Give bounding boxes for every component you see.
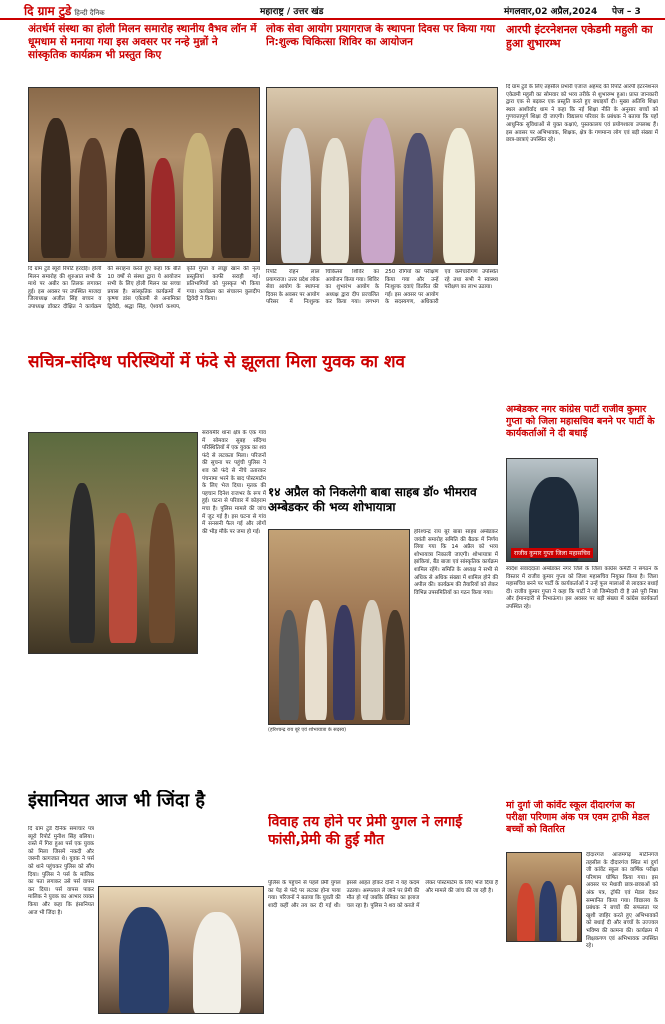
story6-body: स्वदेश संवाददाता अम्बेडकर नगर जिले के जिला कांग्रेस कमेटी ने संगठन के विस्तार में राजीव कुमार गुप्ता को जिला महासचिव नियुक्त किया है। जिला महासचिव बनने पर पार्टी के कार्यकर्ताओं ने उन्हें फूल मालाओं से लादकर बधाई दी। राजीव कुमार गुप्ता ने कहा कि पार्टी ने जो जिम्मेदारी दी है उसे पूरी निष्ठा और ईमानदारी से निभाऊंगा। इस अवसर पर बड़ी संख्या में कांग्रेस कार्यकर्ता उपस्थित रहे। [506, 566, 658, 610]
story5-body: हरिश्चन्द्र राय बूरे बाबा साहब अम्बेडकर जयंती समारोह समिति की बैठक में निर्णय लिया गया कि 14 अप्रैल को भव्य शोभायात्रा निकाली जाएगी। शोभायात्रा में झांकियां, बैंड बाजा एवं सांस्कृतिक कार्यक्रम शामिल रहेंगे। समिति के अध्यक्ष ने सभी से अधिक से अधिक संख्या में शामिल होने की अपील की। कार्यक्रम की तैयारियों को लेकर विभिन्न उपसमितियों का गठन किया गया। [414, 529, 498, 596]
story3-headline: आरपी इंटरनेशनल एकेडमी महुली का हुआ शुभारम्भ [506, 23, 653, 50]
section-title: महाराष्ट्र / उत्तर खंड [260, 7, 324, 17]
story2-headline: लोक सेवा आयोग प्रयागराज के स्थापना दिवस पर किया गया नि:शुल्क चिकित्सा शिविर का आयोजन [266, 23, 496, 49]
story5-photo [268, 529, 410, 725]
story6-headline: अम्बेडकर नगर कांग्रेस पार्टी राजीव कुमार गुप्ता को जिला महासचिव बनने पर पार्टी के कार्यकर्ताओं ने दी बधाई [506, 404, 655, 439]
story9-body: दीदारगंज आजमगढ़ मार्टीनगंज तहसील के दीदारगंज स्थित मां दुर्गा जी कांवेंट स्कूल का वार्षिक परीक्षा परिणाम घोषित किया गया। इस अवसर पर मेधावी छात्र-छात्राओं को अंक पत्र, ट्रॉफी एवं मेडल देकर सम्मानित किया गया। विद्यालय के प्रबंधक ने बच्चों की सफलता पर खुशी जाहिर करते हुए अभिभावकों को बधाई दी और बच्चों के उज्ज्वल भविष्य की कामना की। कार्यक्रम में शिक्षकगण एवं अभिभावक उपस्थित रहे। [586, 852, 658, 950]
story9-photo [506, 852, 582, 942]
story8-headline: विवाह तय होने पर प्रेमी युगल ने लगाई फांसी,प्रेमी की हुई मौत [268, 814, 463, 848]
story1-headline: अंतर्धर्म संस्था का होली मिलन समारोह स्थानीय वैभव लॉन में धूमधाम से मनाया गया इस अवसर पर नन्हे मुन्नों ने सांस्कृतिक कार्यक्रम भी प्रस्तुत किए [28, 23, 257, 62]
story8-body: पुलिस के पहुंचने से पहले प्रेमी युगल का पेड़ से फंदे पर लटका होना पाया गया। परिजनों ने बताया कि युवती की शादी कहीं और तय कर दी गई थी। इससे आहत होकर दोनों ने यह कदम उठाया। अस्पताल ले जाने पर प्रेमी की मौत हो गई जबकि प्रेमिका का इलाज चल रहा है। पुलिस ने शव को कब्जे में लेकर पोस्टमार्टम के लिए भेज दिया है और मामले की जांच की जा रही है। [268, 880, 498, 909]
story3-body: दि ग्राम टुडे के लिए तहसील प्रभारी एजाज अहमद की रिपोर्ट आरपी इंटरनेशनल एकेडमी महुली का सोमवार को भव्य तरीके से शुभारम्भ हुआ। प्राप्त जानकारी द्वारा एक से बढ़कर एक प्रस्तुति करते हुए बधाइयाँ दी। मुख्य अतिथि शिक्षा स्थल आशीर्वाद धाम ने कहा कि नई शिक्षा नीति के अनुसार बच्चों को गुणवत्तापूर्ण शिक्षा दी जाएगी। विद्यालय परिवार के प्रबंधक ने बताया कि यहाँ आधुनिक सुविधाओं से युक्त कक्षाएं, पुस्तकालय एवं प्रयोगशाला उपलब्ध हैं। इस अवसर पर अभिभावक, शिक्षक, क्षेत्र के गणमान्य लोग एवं बड़ी संख्या में छात्र-छात्राएं उपस्थित रहे। [506, 84, 658, 144]
story7-photo [98, 886, 264, 1014]
story4-photo [28, 432, 198, 654]
story6-photo [506, 458, 598, 562]
newspaper-logo: दि ग्राम टुडे हिन्दी दैनिक [24, 4, 105, 18]
story2-body: रिपोर्ट रोहन लाल प्रयागराज। उत्तर प्रदेश लोक सेवा आयोग के स्थापना दिवस के अवसर पर आयोग परिसर में निःशुल्क चिकित्सा शिविर का आयोजन किया गया। शिविर का शुभारंभ आयोग के अध्यक्ष द्वारा दीप प्रज्वलित कर किया गया। लगभग 250 रोगियों का परीक्षण किया गया और उन्हें निःशुल्क दवाएं वितरित की गईं। इस अवसर पर आयोग के सदस्यगण, अधिकारी एवं कर्मचारीगण उपस्थित रहे तथा सभी ने स्वास्थ्य परीक्षण का लाभ उठाया। [266, 269, 498, 306]
story6-photo-caption: राजीव कुमार गुप्ता जिला महासचिव [511, 548, 593, 558]
story1-photo [28, 87, 260, 262]
story5-headline: १४ अप्रैल को निकलेगी बाबा साहब डॉ० भीमराव अम्बेडकर की भव्य शोभायात्रा [268, 485, 477, 514]
story5-photo-caption: (हरिश्चन्द्र राय बूरे एवं शोभायात्रा के सदस्य) [268, 727, 347, 733]
story4-headline: सचित्र-संदिग्ध परिस्थियों में फंदे से झूलता मिला युवक का शव [28, 352, 405, 372]
story4-body: सरायमीर थाना क्षेत्र के एक गांव में सोमवार सुबह संदिग्ध परिस्थितियों में एक युवक का शव फंदे से लटकता मिला। परिजनों की सूचना पर पहुंची पुलिस ने शव को फंदे से नीचे उतारकर पंचनामा भरने के बाद पोस्टमार्टम के लिए भेज दिया। मृतक की पहचान दिनेश राजभर के रूप में हुई। घटना से परिवार में कोहराम मचा है। पुलिस मामले की जांच में जुट गई है। इस घटना से गांव में सनसनी फैल गई और लोगों की भीड़ मौके पर जमा हो गई। [202, 430, 266, 535]
masthead [0, 0, 665, 20]
story7-headline: इंसानियत आज भी जिंदा है [28, 790, 205, 811]
story1-body: दि ग्राम टुडे ब्यूरो रिपोर्ट हरदोई। होली मिलन समारोह की शुरुआत सभी के माथे पर अबीर का तिलक लगाकर हुई। इस अवसर पर उपस्थित माजदा जिलाध्यक्ष अजीत सिंह बच्चन व उपाध्यक्ष डॉक्टर दीक्षित ने कार्यक्रम की सराहना करते हुए कहा कि बीते 10 वर्षों से संस्था द्वारा ये आयोजन सभी के लिए होली मिलन का सच्चा प्रयास है। सांस्कृतिक कार्यक्रमों में कृष्णा डांस एकेडमी से अनामिका द्विवेदी, श्रद्धा सिंह, ऐश्वर्या कश्यप, कृति गुप्ता व लाड्डा खान की नृत्य प्रस्तुतियां काफी सराही गईं। प्रतिभागियों को पुरस्कृत भी किया गया। कार्यक्रम का संचालन कुलदीप द्विवेदी ने किया। [28, 266, 260, 310]
issue-date: मंगलवार,02 अप्रैल,2024 [504, 7, 598, 17]
story2-photo [266, 87, 498, 265]
page-number: पेज – 3 [612, 7, 641, 17]
story7-body: दि ग्राम टुडे दैनिक समाचार पत्र ब्यूरो रिपोर्ट मुनीश सिंह बलिया। रास्ते में गिरा हुआ पर्स एक युवक को मिला जिसमें नकदी और जरूरी कागजात थे। युवक ने पर्स को थाने पहुंचकर पुलिस को सौंप दिया। पुलिस ने पर्स के मालिक का पता लगाकर उसे पर्स वापस कर दिया। पर्स वापस पाकर मालिक ने युवक का आभार व्यक्त किया और कहा कि इंसानियत आज भी जिंदा है। [28, 826, 94, 916]
story9-headline: मां दुर्गा जी कांवेंट स्कूल दीदारगंज का परीक्षा परिणाम अंक पत्र एवम ट्राफी मेडल बच्चों को वितरित [506, 800, 650, 835]
